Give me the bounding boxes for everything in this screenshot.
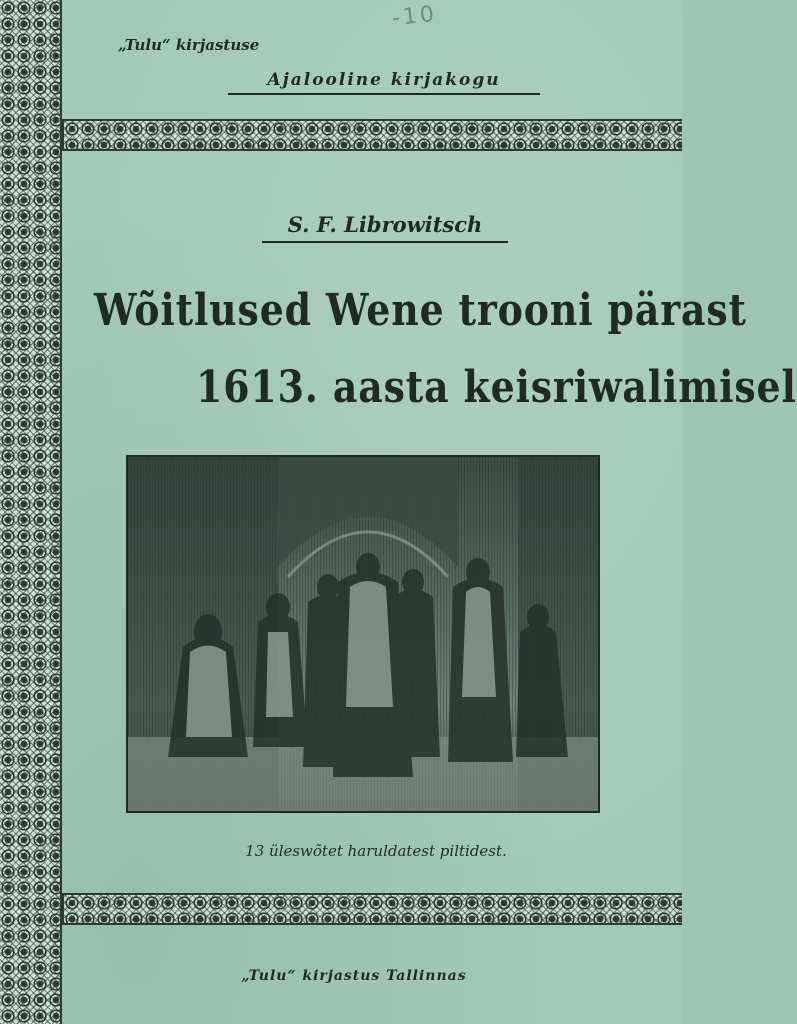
publisher-line: „Tulu“ kirjastuse [118, 36, 260, 54]
book-title-line-1: Wõitlused Wene trooni pärast [94, 285, 747, 336]
frontispiece-engraving [126, 455, 600, 813]
illustrations-caption: 13 üleswõtet haruldatest piltidest. [245, 842, 507, 860]
left-ornamental-border [0, 0, 62, 1024]
engraving-scene [128, 457, 598, 811]
publisher-imprint: „Tulu“ kirjastus Tallinnas [241, 968, 467, 984]
pencil-mark: -10 [390, 1, 439, 32]
top-ornamental-band [62, 119, 682, 151]
bottom-ornamental-band [62, 893, 682, 925]
book-title-line-2: 1613. aasta keisriwalimisel [196, 362, 797, 413]
series-title: Ajalooline kirjakogu [228, 70, 540, 95]
author-name: S. F. Librowitsch [262, 212, 508, 243]
